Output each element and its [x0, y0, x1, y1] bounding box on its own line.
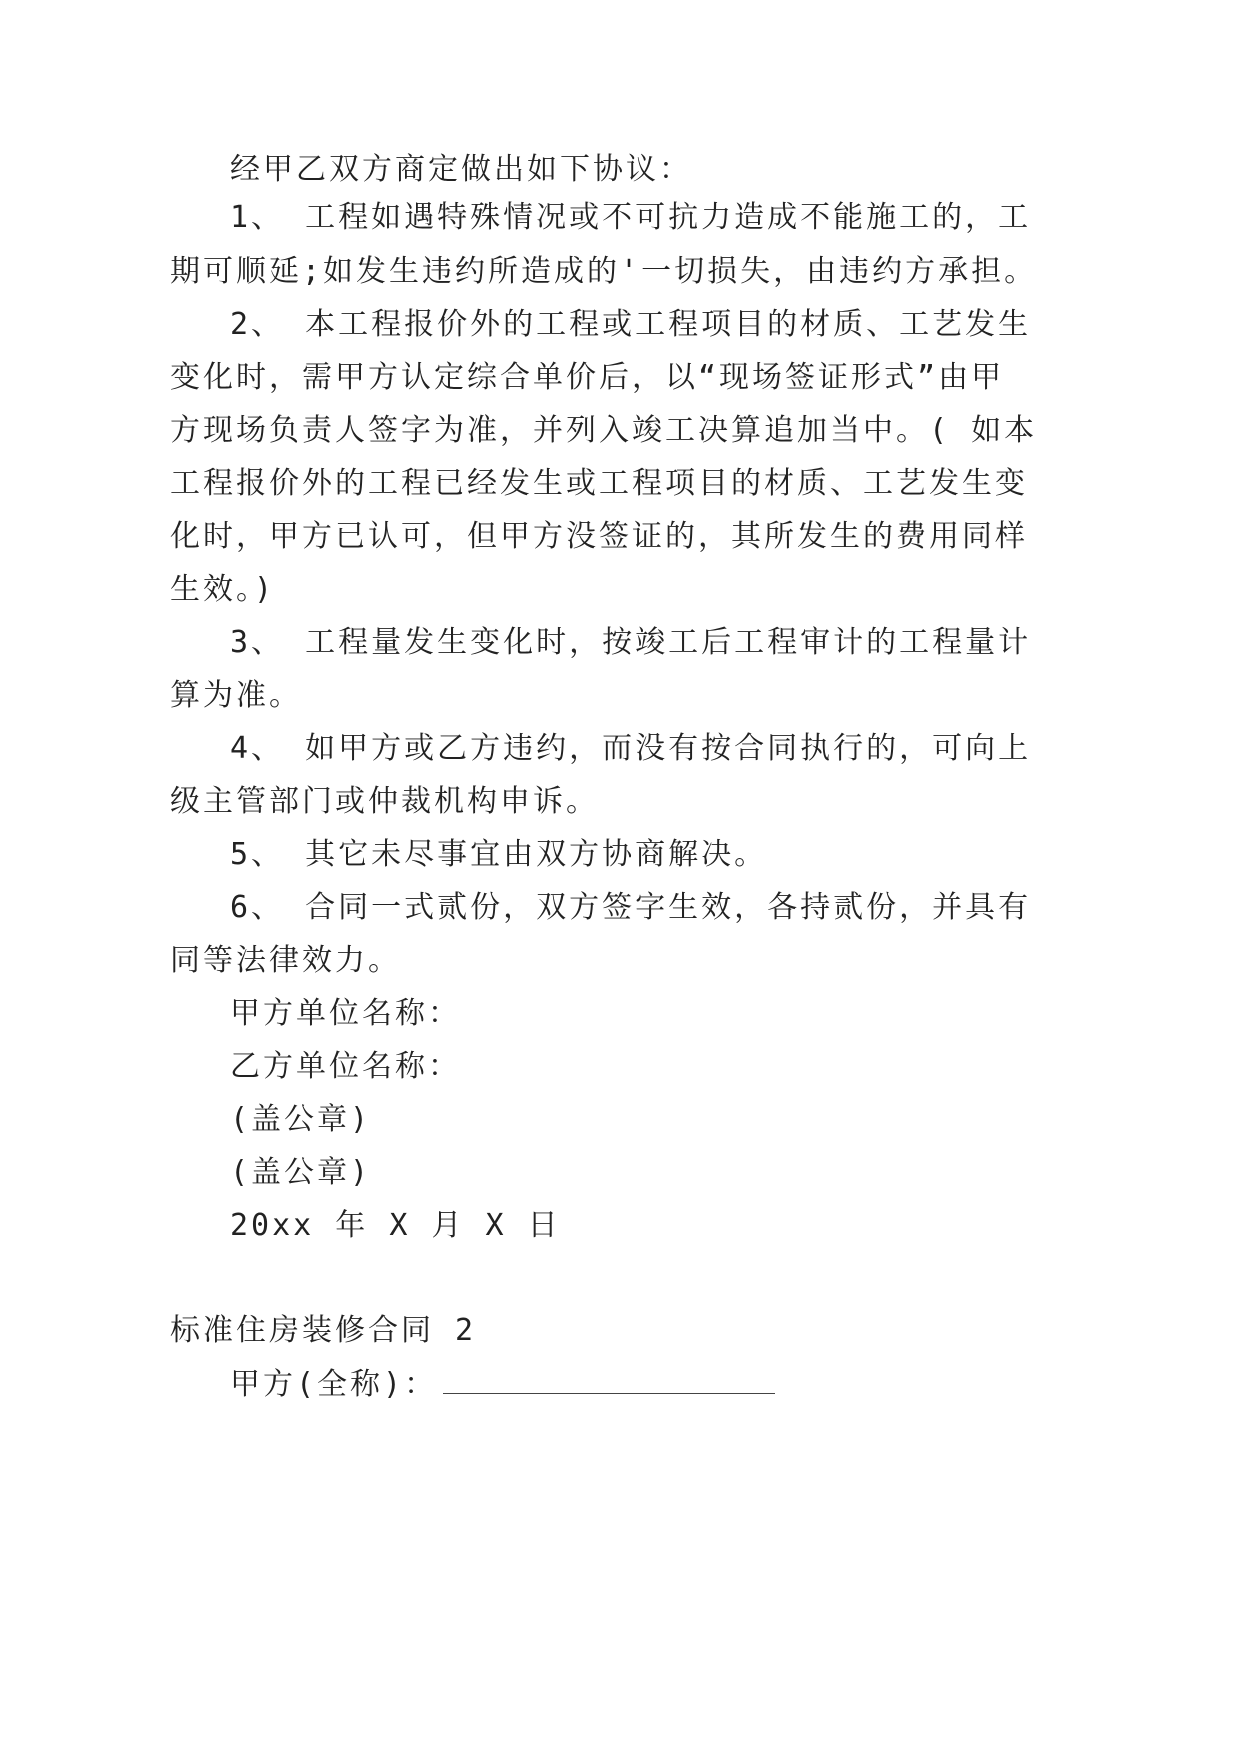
party-a-unit-name-label: 甲方单位名称：: [230, 996, 461, 1031]
party-a-full-name-line: [230, 1366, 775, 1404]
clause-4-line-1: 4、 如甲方或乙方违约，而没有按合同执行的，可向上: [230, 731, 1032, 766]
clause-2-line-4: 工程报价外的工程已经发生或工程项目的材质、工艺发生变: [170, 466, 1028, 501]
clause-4-line-2: 级主管部门或仲裁机构申诉。: [170, 784, 599, 819]
seal-label-1: (盖公章): [230, 1102, 372, 1137]
clause-2-line-1: 2、 本工程报价外的工程或工程项目的材质、工艺发生: [230, 307, 1032, 342]
clause-1-line-1: 1、 工程如遇特殊情况或不可抗力造成不能施工的，工: [230, 200, 1032, 235]
clause-6-line-1: 6、 合同一式贰份，双方签字生效，各持贰份，并具有: [230, 890, 1032, 925]
clause-6-line-2: 同等法律效力。: [170, 943, 401, 978]
intro-paragraph: 经甲乙双方商定做出如下协议：: [230, 152, 692, 187]
party-a-full-name-blank: [443, 1371, 775, 1394]
clause-3-line-1: 3、 工程量发生变化时，按竣工后工程审计的工程量计: [230, 625, 1032, 660]
clause-2-line-6: 生效。): [170, 572, 276, 607]
seal-label-2: (盖公章): [230, 1155, 372, 1190]
clause-2-line-2: 变化时，需甲方认定综合单价后，以“现场签证形式”由甲: [170, 360, 1005, 395]
clause-2-line-5: 化时，甲方已认可，但甲方没签证的，其所发生的费用同样: [170, 519, 1028, 554]
party-b-unit-name-label: 乙方单位名称：: [230, 1049, 461, 1084]
clause-5-line-1: 5、 其它未尽事宜由双方协商解决。: [230, 837, 768, 872]
clause-2-line-3: 方现场负责人签字为准，并列入竣工决算追加当中。( 如本: [170, 413, 1038, 448]
clause-3-line-2: 算为准。: [170, 678, 302, 713]
party-a-full-name-label: 甲方(全称)：: [230, 1367, 438, 1402]
section-title: 标准住房装修合同 2: [170, 1313, 477, 1348]
clause-1-line-2: 期可顺延;如发生违约所造成的'一切损失，由违约方承担。: [170, 254, 1038, 289]
date-line: 20xx 年 X 月 X 日: [230, 1208, 561, 1243]
